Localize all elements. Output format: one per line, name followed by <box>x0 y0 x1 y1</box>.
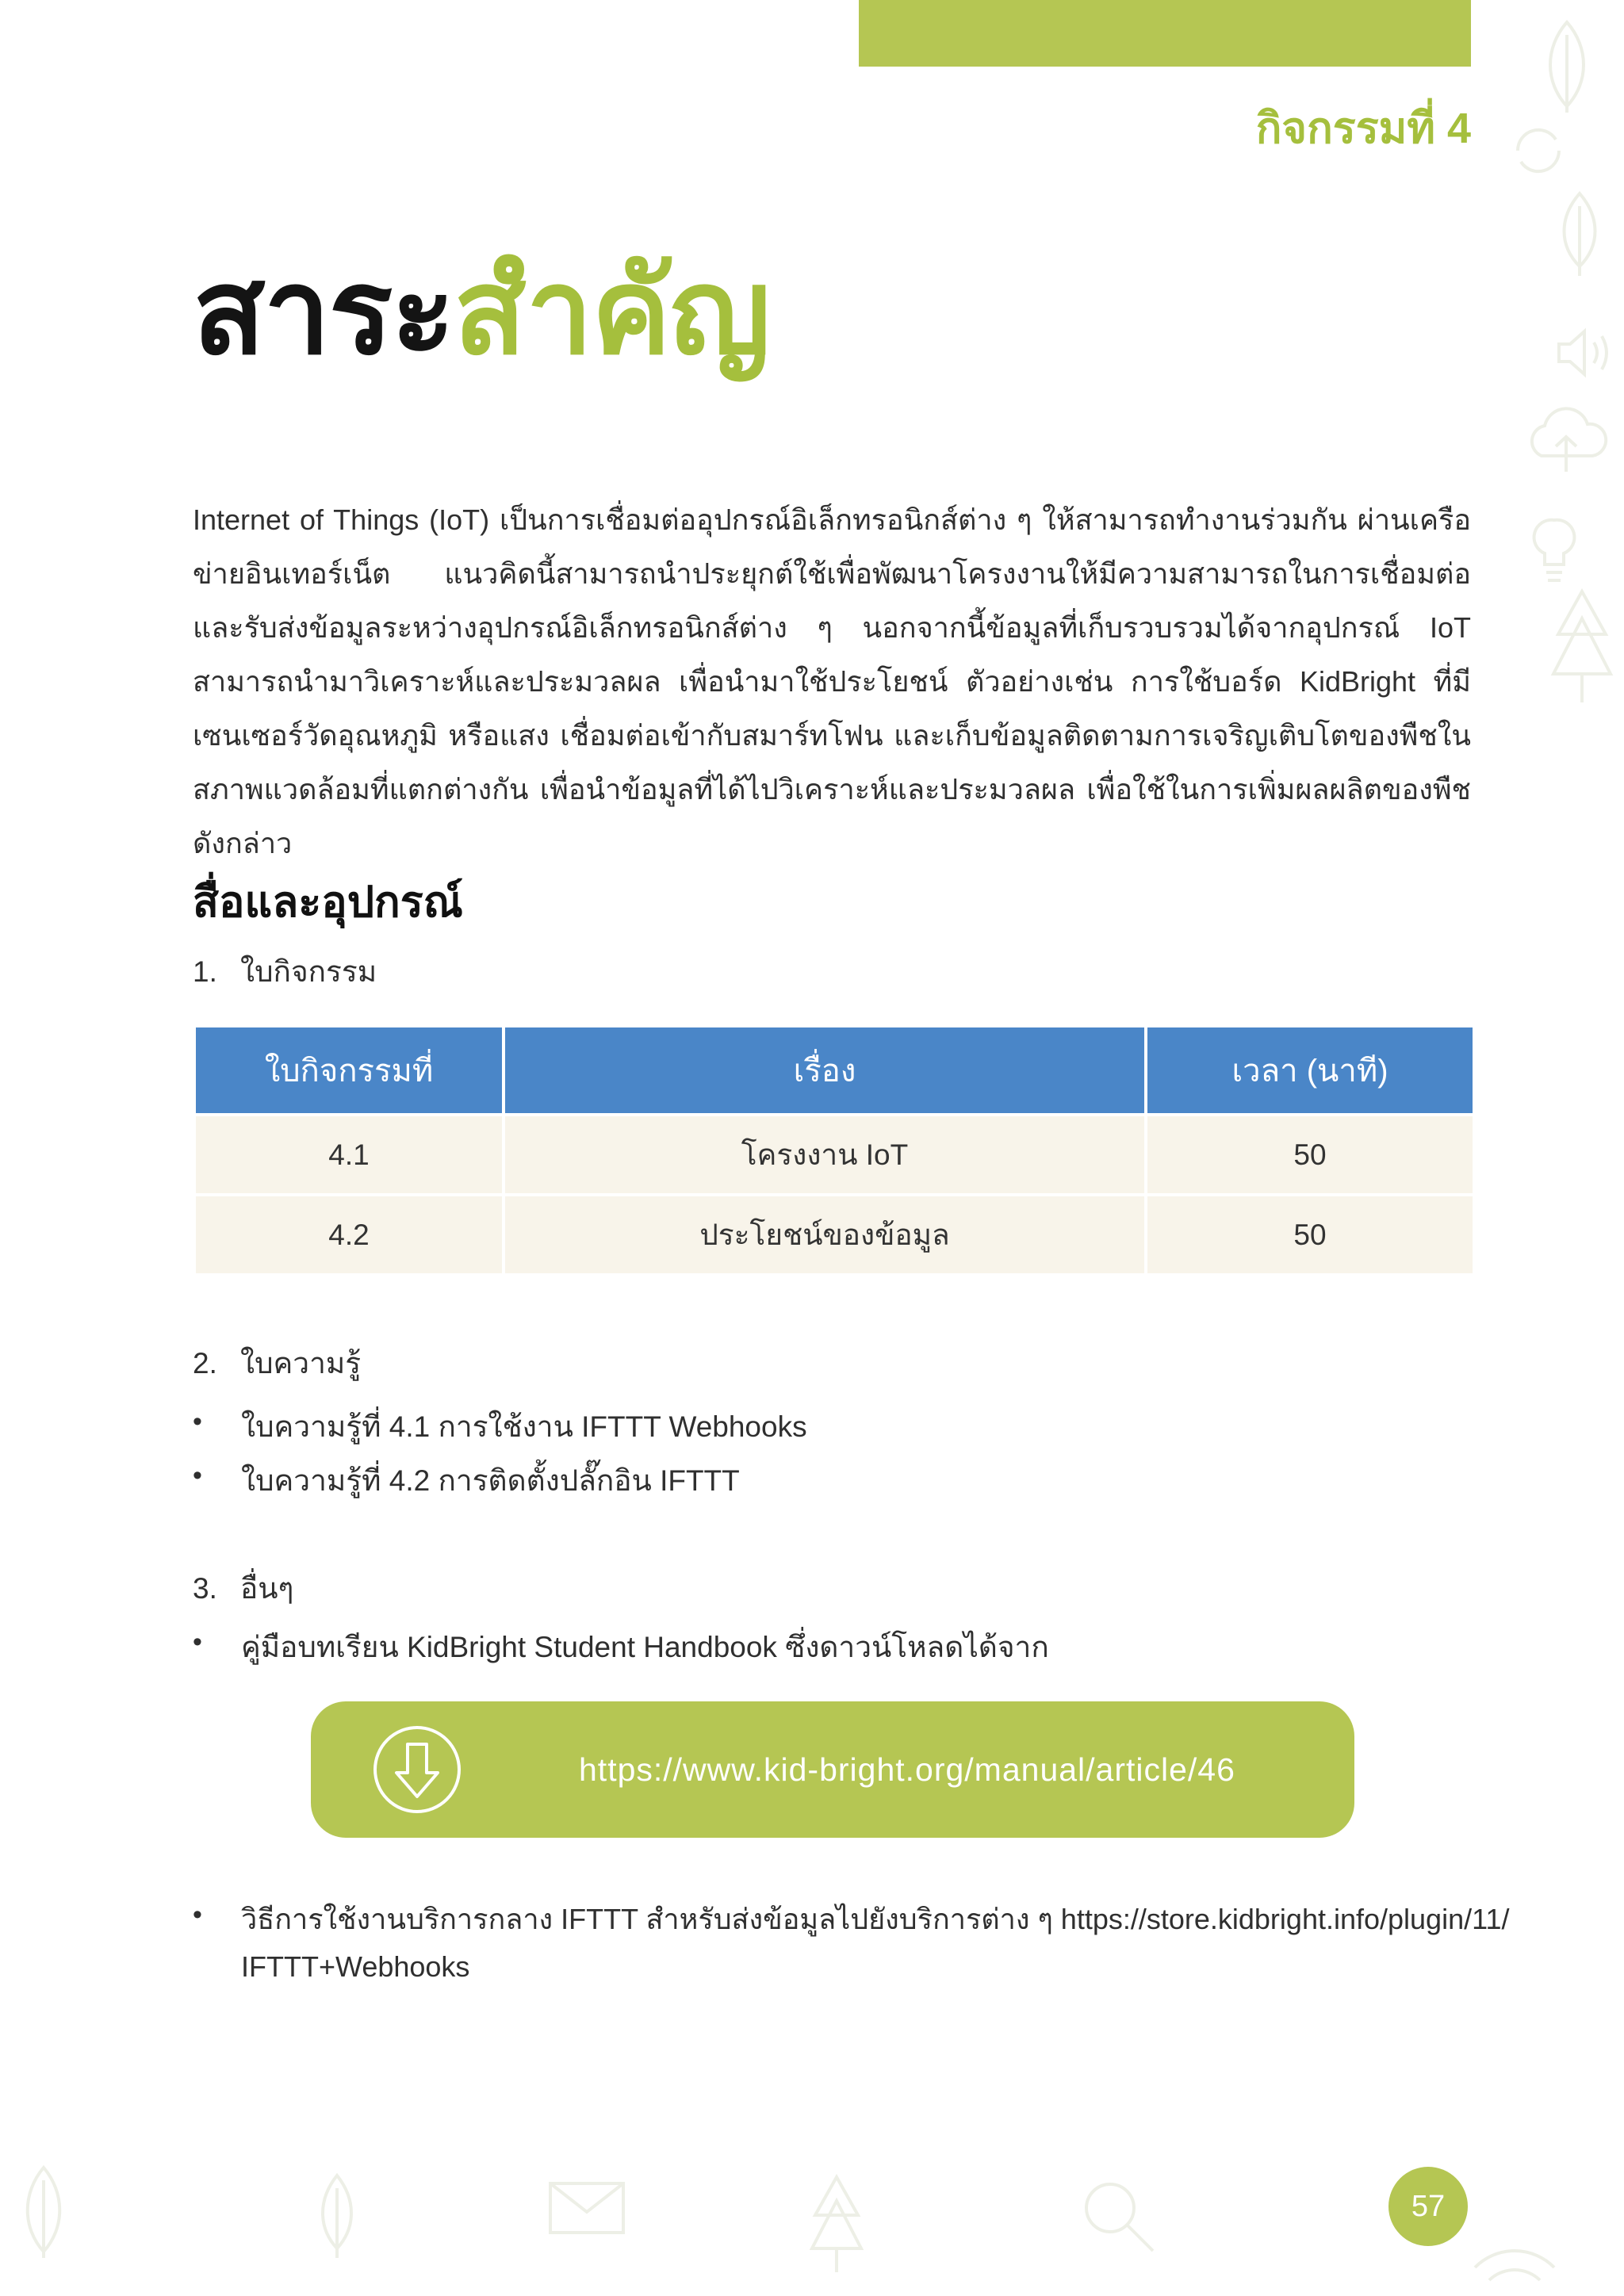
table-cell: 4.1 <box>196 1115 504 1195</box>
bullet-item-line2: IFTTT+Webhooks <box>241 1950 470 1983</box>
materials-heading: สื่อและอุปกรณ์ <box>193 878 463 926</box>
table-row <box>196 1195 1473 1273</box>
table-header-cell: เรื่อง <box>504 1027 1146 1115</box>
activity-table <box>196 1027 1473 1273</box>
bullet-icon: • <box>193 1406 202 1437</box>
bullet-icon: • <box>193 1460 202 1490</box>
bullet-item: คู่มือบทเรียน KidBright Student Handbook ซึ่งดาวน์โหลดได้จาก <box>241 1631 1049 1663</box>
table-header-cell: เวลา (นาที) <box>1146 1027 1473 1115</box>
download-icon <box>371 1724 463 1816</box>
bullet-item: ใบความรู้ที่ 4.2 การติดตั้งปลั๊กอิน IFTTT <box>241 1464 740 1497</box>
list-item-3 <box>193 1565 293 1612</box>
magnifier-icon <box>1078 2176 1158 2256</box>
lightbulb-icon <box>1530 515 1578 587</box>
intro-paragraph: Internet of Things (IoT) เป็นการเชื่อมต่ออุปกรณ์อิเล็กทรอนิกส์ต่าง ๆ ให้สามารถทำงานร่วมกัน ผ่านเครือข่ายอินเทอร์เน็ต แนวคิดนี้สามารถนำประยุกต์ใช้เพื่อพัฒนาโครงงานให้มีความสามารถในการเชื่อมต่อและรับส่งข้อมูลระหว่างอุปกรณ์อิเล็กทรอนิกส์ต่าง ๆ นอกจากนี้ข้อมูลที่เก็บรวบรวมได้จากอุปกรณ์ IoT สามารถนำมาวิเคราะห์และประมวลผล เพื่อนำมาใช้ประโยชน์ ตัวอย่างเช่น การใช้บอร์ด KidBright ที่มีเซนเซอร์วัดอุณหภูมิ หรือแสง เชื่อมต่อเข้ากับสมาร์ทโฟน และเก็บข้อมูลติดตามการเจริญเติบโตของพืชในสภาพแวดล้อมที่แตกต่างกัน เพื่อนำข้อมูลที่ได้ไปวิเคราะห์และประมวลผล เพื่อใช้ในการเพิ่มผลผลิตของพืชดังกล่าว <box>193 503 1471 859</box>
bullet-item-line1: วิธีการใช้งานบริการกลาง IFTTT สำหรับส่งข้อมูลไปยังบริการต่าง ๆ https://store.kidbright.info/plugin/11/ <box>241 1903 1510 1935</box>
refresh-icon <box>1507 119 1570 182</box>
page-number-badge <box>1388 2167 1468 2246</box>
activity-tag: กิจกรรมที่ 4 <box>1255 105 1471 152</box>
list-item-label: อื่นๆ <box>240 1572 294 1605</box>
table-cell: โครงงาน IoT <box>504 1115 1146 1195</box>
bullet-item: ใบความรู้ที่ 4.1 การใช้งาน IFTTT Webhooks <box>241 1410 807 1443</box>
list-item-label: ใบกิจกรรม <box>240 955 377 988</box>
header-accent-bar <box>859 0 1471 67</box>
list-item-number: 2. <box>193 1347 217 1380</box>
list-item-label: ใบความรู้ <box>240 1347 362 1380</box>
list-item-number: 3. <box>193 1572 217 1605</box>
page-number: 57 <box>1411 2190 1446 2223</box>
table-row <box>196 1115 1473 1195</box>
table-cell: ประโยชน์ของข้อมูล <box>504 1195 1146 1273</box>
leaf-icon <box>16 2164 71 2260</box>
page-title-part1: สาระ <box>193 245 454 378</box>
table-cell: 50 <box>1146 1195 1473 1273</box>
list-item-number: 1. <box>193 955 217 988</box>
bullet-icon: • <box>193 1627 202 1657</box>
list-item-1 <box>193 948 377 995</box>
speaker-icon <box>1554 325 1618 381</box>
cloud-upload-icon <box>1522 400 1610 480</box>
tree-icon <box>1550 587 1614 706</box>
envelope-icon <box>547 2180 626 2236</box>
table-cell: 50 <box>1146 1115 1473 1195</box>
table-header-cell: ใบกิจกรรมที่ <box>196 1027 504 1115</box>
download-link-button[interactable] <box>311 1701 1354 1838</box>
bullet-icon: • <box>193 1900 202 1930</box>
page-title <box>193 245 769 378</box>
tree-icon <box>809 2172 864 2275</box>
table-cell: 4.2 <box>196 1195 504 1273</box>
list-item-2 <box>193 1340 361 1387</box>
page-title-part2: สำคัญ <box>453 245 769 378</box>
leaf-icon <box>1554 190 1605 277</box>
download-url[interactable]: https://www.kid-bright.org/manual/article/46 <box>579 1751 1235 1788</box>
wifi-icon <box>1467 2236 1562 2291</box>
table-header-row <box>196 1027 1473 1115</box>
leaf-icon <box>1538 19 1595 114</box>
leaf-icon <box>313 2172 361 2260</box>
